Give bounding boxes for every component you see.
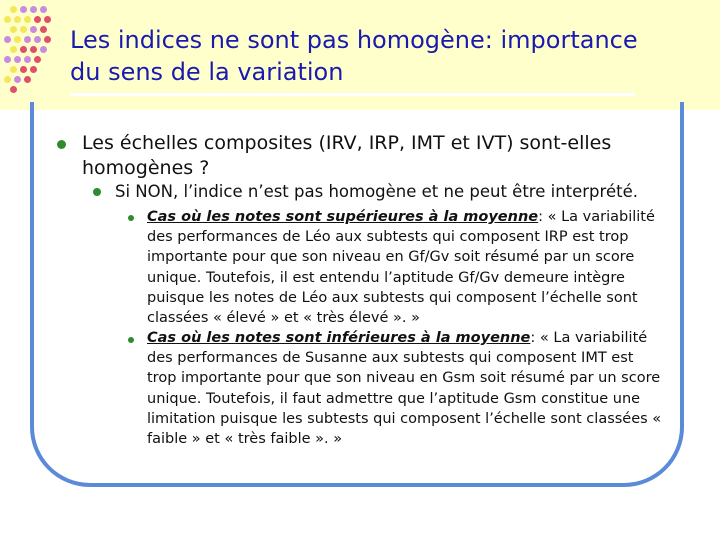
bullet-level3-icon-2 bbox=[128, 337, 134, 343]
title-line-1: Les indices ne sont pas homogène: importance bbox=[70, 26, 638, 54]
decorative-dot-grid bbox=[4, 4, 54, 94]
bullet-level3-item-2-text: : « La variabilité des performances de Susanne aux subtests qui composent IMT est trop importante pour que son niveau en Gsm soit résumé par un score unique. Toutefois, il faut admettre que l’aptitude Gsm constitue une limitation puisque les subtests qui composent l’échelle sont classées « faible » et « très faible ». » bbox=[147, 330, 662, 448]
bullet-level3-icon-1 bbox=[128, 215, 134, 221]
bullet-level3-item-1 bbox=[147, 207, 667, 328]
bullet-level2-text: Si NON, l’indice n’est pas homogène et ne peut être interprété. bbox=[115, 182, 638, 201]
bullet-level1-icon bbox=[57, 140, 66, 149]
bullet-level3-item-2 bbox=[147, 328, 667, 449]
bullet-level3-item-1-text: : « La variabilité des performances de Léo aux subtests qui composent IRP est trop importante pour que son niveau en Gf/Gv soit résumé par un score unique. Toutefois, il est entendu l’aptitude Gf/Gv demeure intègre puisque les notes de Léo aux subtests qui composent l’échelle sont classées « élevé » et « très élevé ». » bbox=[147, 209, 655, 327]
title-line-2: du sens de la variation bbox=[70, 58, 344, 86]
bullet-level3-item-1-lead: Cas où les notes sont supérieures à la moyenne bbox=[147, 209, 539, 225]
slide-title bbox=[70, 24, 690, 88]
bullet-level2-icon bbox=[93, 188, 101, 196]
title-underline bbox=[70, 93, 635, 96]
bullet-level3-item-2-lead: Cas où les notes sont inférieures à la moyenne bbox=[147, 330, 531, 346]
bullet-level1-text: Les échelles composites (IRV, IRP, IMT et IVT) sont-elles homogènes ? bbox=[82, 132, 612, 179]
